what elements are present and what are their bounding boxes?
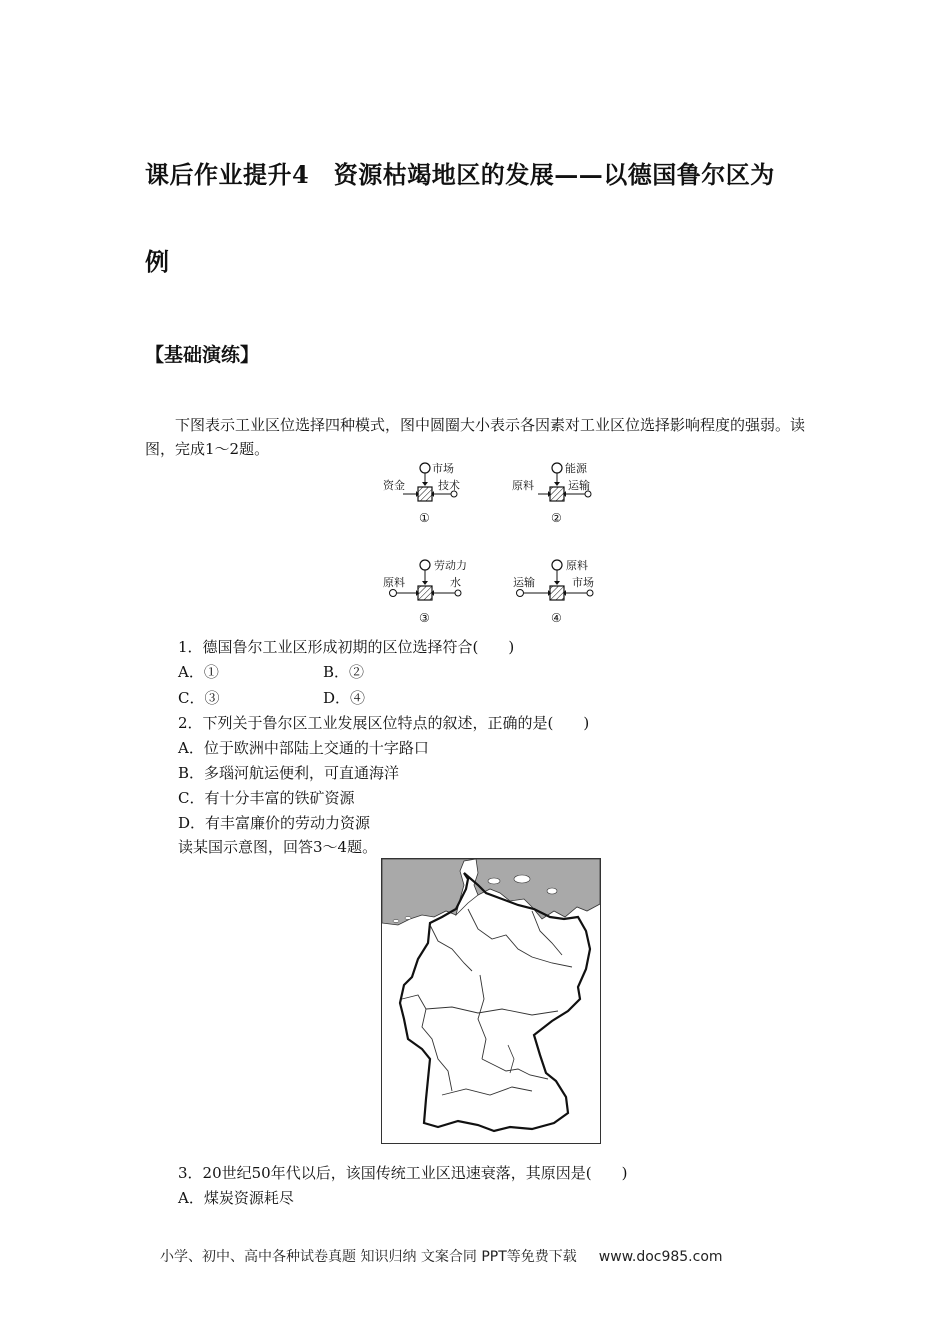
page-title-continued: 例 xyxy=(145,247,170,276)
question-1-option-b: B．② xyxy=(323,663,365,681)
question-1-option-c: C．③ xyxy=(178,689,220,707)
diagram-3-number: ③ xyxy=(419,611,430,625)
diagram-1-number: ① xyxy=(419,511,430,525)
footer-text: 小学、初中、高中各种试卷真题 知识归纳 文案合同 PPT等免费下载 xyxy=(160,1249,577,1265)
diagram-1-top-label: 市场 xyxy=(432,462,454,475)
question-1-option-a: A．① xyxy=(178,663,219,681)
question-2-option-d: D．有丰富廉价的劳动力资源 xyxy=(178,814,371,832)
question-2-option-c: C．有十分丰富的铁矿资源 xyxy=(178,789,355,807)
question-1-option-d: D．④ xyxy=(323,689,366,707)
diagram-3-right-label: 水 xyxy=(450,576,461,589)
diagram-4-number: ④ xyxy=(551,611,562,625)
diagram-3-left-label: 原料 xyxy=(383,576,405,589)
intro-text: 下图表示工业区位选择四种模式，图中圆圈大小表示各因素对工业区位选择影响程度的强弱。读图，完成1～2题。 xyxy=(145,416,806,458)
page-title: 课后作业提升4 资源枯竭地区的发展——以德国鲁尔区为 xyxy=(145,160,775,189)
diagram-2-top-label: 能源 xyxy=(565,462,587,475)
question-3-option-a: A．煤炭资源耗尽 xyxy=(178,1189,294,1207)
location-diagram-1 xyxy=(378,458,468,528)
question-2-stem: 2．下列关于鲁尔区工业发展区位特点的叙述，正确的是( ) xyxy=(178,714,590,732)
diagram-1-left-label: 资金 xyxy=(383,479,405,492)
diagram-2-number: ② xyxy=(551,511,562,525)
diagram-4-top-label: 原料 xyxy=(566,559,588,572)
diagram-1-right-label: 技术 xyxy=(438,479,460,492)
question-2-option-a: A．位于欧洲中部陆上交通的十字路口 xyxy=(178,739,429,757)
page-footer xyxy=(160,1246,723,1266)
location-diagram-3 xyxy=(378,555,473,627)
location-diagram-2 xyxy=(508,458,600,528)
map-intro: 读某国示意图，回答3～4题。 xyxy=(178,838,378,856)
question-3-stem: 3．20世纪50年代以后，该国传统工业区迅速衰落，其原因是( ) xyxy=(178,1164,628,1182)
footer-url[interactable]: www.doc985.com xyxy=(598,1249,723,1265)
diagram-4-left-label: 运输 xyxy=(513,576,535,589)
diagram-3-top-label: 劳动力 xyxy=(434,559,467,572)
diagram-4-right-label: 市场 xyxy=(572,576,594,589)
country-map xyxy=(381,858,601,1144)
question-2-option-b: B．多瑙河航运便利，可直通海洋 xyxy=(178,764,400,782)
section-heading: 【基础演练】 xyxy=(145,344,260,366)
diagram-2-left-label: 原料 xyxy=(512,479,534,492)
diagram-2-right-label: 运输 xyxy=(568,479,590,492)
location-diagram-4 xyxy=(510,555,605,627)
question-1-stem: 1．德国鲁尔工业区形成初期的区位选择符合( ) xyxy=(178,638,515,656)
intro-paragraph xyxy=(145,413,815,461)
